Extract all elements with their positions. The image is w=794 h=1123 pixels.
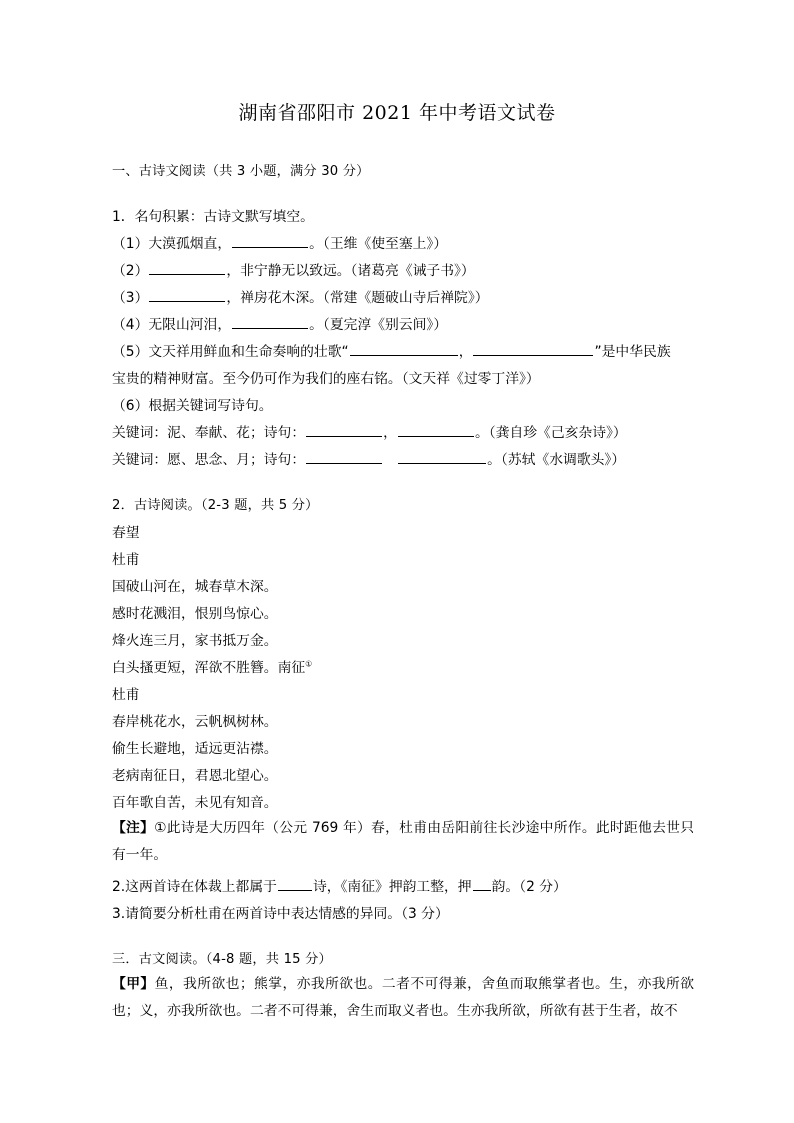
q1-item-2-text-a: （2） — [112, 263, 149, 279]
answer-blank[interactable] — [473, 343, 593, 356]
answer-blank[interactable] — [306, 451, 382, 464]
q1-item-1-text-b: 。（王维《使至塞上》） — [309, 236, 448, 252]
poem-2-title: 南征 — [277, 660, 306, 676]
answer-blank[interactable] — [149, 262, 225, 275]
q1-keyword-1-text-a: 关键词：泥、奉献、花；诗句： — [112, 425, 306, 441]
q1-keyword-1 — [112, 421, 627, 441]
answer-blank[interactable] — [232, 316, 308, 329]
answer-blank[interactable] — [278, 878, 312, 891]
section-heading-1: 一、古诗文阅读（共 3 小题，满分 30 分） — [112, 164, 370, 179]
q1-item-5-text-a: （5）文天祥用鲜血和生命奏响的壮歌“ — [112, 344, 349, 360]
q1-item-3-text-a: （3） — [112, 290, 149, 306]
q1-keyword-1-text-c: 。（龚自珍《己亥杂诗》） — [474, 425, 627, 441]
poem-2-line: 偷生长避地，适远更沾襟。 — [112, 741, 278, 757]
q1-item-5-cont: 宝贵的精神财富。至今仍可作为我们的座右铭。（文天祥《过零丁洋》） — [112, 371, 540, 387]
question-2-stem: 2．古诗阅读。（2-3 题，共 5 分） — [112, 498, 319, 513]
answer-blank[interactable] — [306, 424, 382, 437]
footnote-mark: ① — [305, 659, 313, 669]
note-text: ①此诗是大历四年（公元 769 年）春，杜甫由岳阳前往长沙途中所作。此时距他去世只有一年。 — [112, 820, 695, 863]
q1-item-2 — [112, 259, 475, 279]
q1-item-4 — [112, 313, 447, 333]
poem-2-line: 老病南征日，君恩北望心。 — [112, 768, 278, 784]
poem-2-author: 杜甫 — [112, 687, 140, 703]
note-label: 【注】 — [112, 820, 155, 836]
question-2-sub-2 — [112, 875, 567, 895]
answer-blank[interactable] — [232, 235, 308, 248]
question-1-stem: 1．名句积累：古诗文默写填空。 — [112, 209, 314, 225]
poem-1-title: 春望 — [112, 525, 140, 541]
classical-passage-a — [112, 971, 694, 1025]
q1-item-5-text-b: ， — [458, 344, 473, 360]
q1-item-4-text-b: 。（夏完淳《别云间》） — [309, 317, 448, 333]
poem-2-line: 春岸桃花水，云帆枫树林。 — [112, 714, 278, 730]
answer-blank[interactable] — [398, 424, 474, 437]
q1-keyword-2 — [112, 448, 625, 468]
answer-blank[interactable] — [473, 878, 491, 891]
q1-keyword-2-text-a: 关键词：愿、思念、月；诗句： — [112, 452, 306, 468]
question-2-sub-3: 3.请简要分析杜甫在两首诗中表达情感的异同。（3 分） — [112, 906, 449, 922]
poem-1-last-line — [112, 656, 312, 676]
q1-keyword-2-text-b: 。（苏轼《水调歌头》） — [487, 452, 626, 468]
q1-item-6: （6）根据关键词写诗句。 — [112, 398, 273, 414]
passage-label: 【甲】 — [112, 976, 155, 992]
poem-1-author: 杜甫 — [112, 552, 140, 568]
question-2-sub-2-text-a: 2.这两首诗在体裁上都属于 — [112, 879, 277, 895]
poem-2-line: 百年歌自苦，未见有知音。 — [112, 795, 278, 811]
poem-1-line: 国破山河在，城春草木深。 — [112, 579, 278, 595]
question-2-sub-2-text-b: 诗，《南征》押韵工整，押 — [312, 879, 472, 895]
q1-item-1 — [112, 232, 447, 252]
poem-note — [112, 815, 694, 869]
q1-item-3-text-b: ，禅房花木深。（常建《题破山寺后禅院》） — [226, 290, 489, 306]
poem-1-line: 感时花溅泪，恨别鸟惊心。 — [112, 606, 278, 622]
q1-item-4-text-a: （4）无限山河泪， — [112, 317, 232, 333]
q1-item-1-text-a: （1）大漠孤烟直， — [112, 236, 232, 252]
poem-1-line: 白头搔更短，浑欲不胜簪。 — [112, 660, 278, 676]
q1-item-2-text-b: ，非宁静无以致远。（诸葛亮《诫子书》） — [226, 263, 475, 279]
answer-blank[interactable] — [350, 343, 458, 356]
page-title: 湖南省邵阳市 2021 年中考语文试卷 — [238, 102, 556, 124]
answer-blank[interactable] — [149, 289, 225, 302]
q1-keyword-1-text-b: ， — [383, 425, 397, 441]
answer-blank[interactable] — [398, 451, 486, 464]
poem-1-line: 烽火连三月，家书抵万金。 — [112, 633, 278, 649]
q1-item-5-text-c: ”是中华民族 — [594, 344, 671, 360]
section-heading-3: 三．古文阅读。（4-8 题，共 15 分） — [112, 952, 332, 967]
question-2-sub-2-text-c: 韵。（2 分） — [491, 879, 567, 895]
passage-text: 鱼，我所欲也；熊掌，亦我所欲也。二者不可得兼，舍鱼而取熊掌者也。生，亦我所欲也；义，亦我所欲也。二者不可得兼，舍生而取义者也。生亦我所欲，所欲有甚于生者，故不 — [112, 976, 695, 1019]
q1-item-5 — [112, 340, 671, 360]
q1-item-3 — [112, 286, 489, 306]
